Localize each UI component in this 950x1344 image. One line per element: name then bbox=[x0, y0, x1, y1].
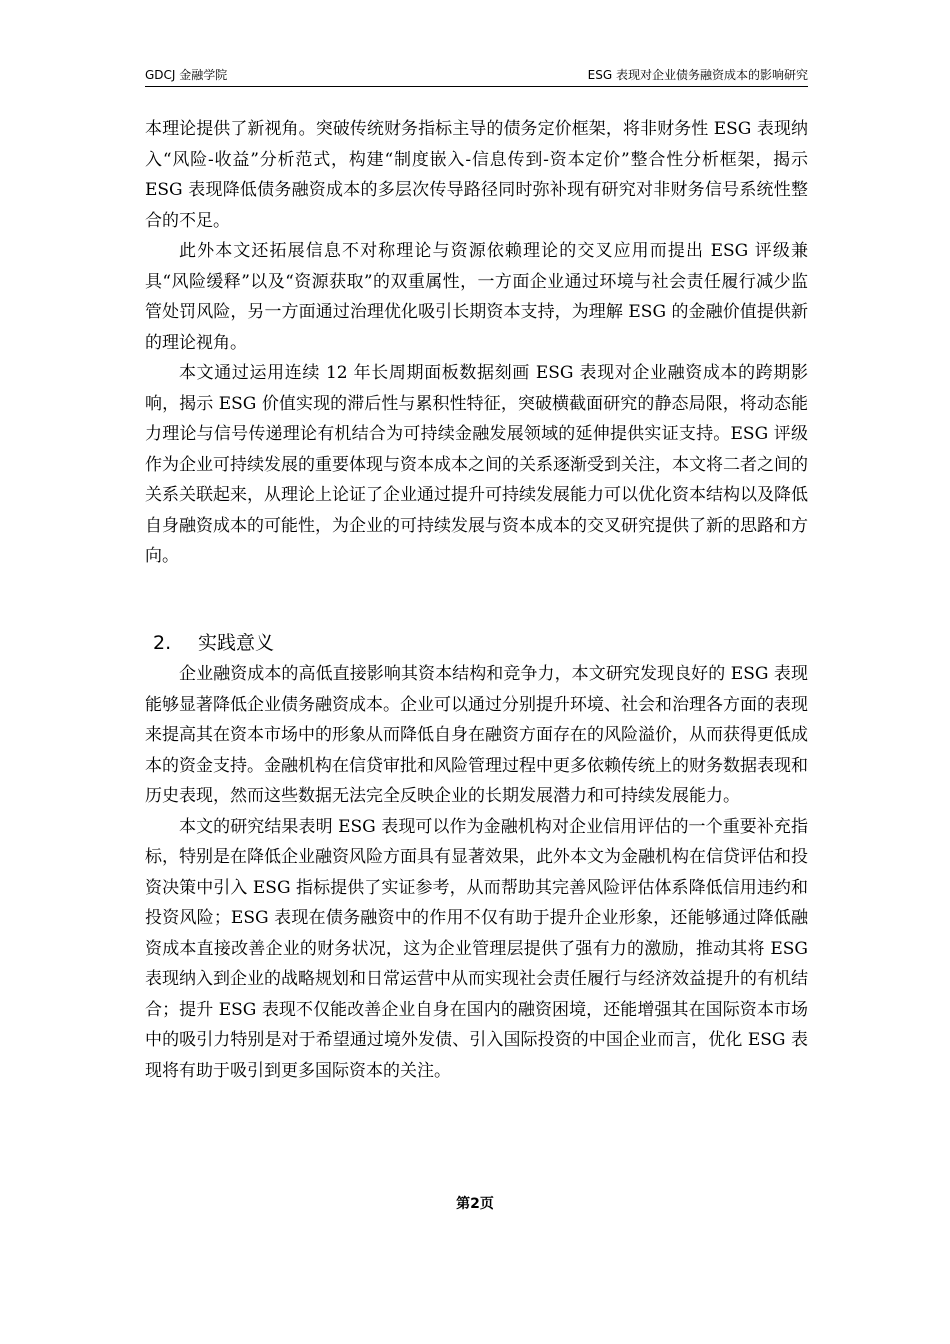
section-number: 2. bbox=[153, 632, 172, 654]
paragraph: 此外本文还拓展信息不对称理论与资源依赖理论的交叉应用而提出 ESG 评级兼具“风险缓释”以及“资源获取”的双重属性，一方面企业通过环境与社会责任履行减少监管处罚风险，另一方面通过治理优化吸引长期资本支持，为理解 ESG 的金融价值提供新的理论视角。 bbox=[145, 241, 808, 353]
section-heading bbox=[153, 630, 274, 656]
paragraph: 企业融资成本的高低直接影响其资本结构和竞争力，本文研究发现良好的 ESG 表现能够显著降低企业债务融资成本。企业可以通过分别提升环境、社会和治理各方面的表现来提高其在资本市场中的形象从而降低自身在融资方面存在的风险溢价，从而获得更低成本的资金支持。金融机构在信贷审批和风险管理过程中更多依赖传统上的财务数据表现和历史表现，然而这些数据无法完全反映企业的长期发展潜力和可持续发展能力。 bbox=[145, 664, 808, 806]
section-title: 实践意义 bbox=[198, 632, 275, 654]
theory-significance-text bbox=[145, 114, 808, 572]
header-institution: GDCJ 金融学院 bbox=[145, 68, 228, 82]
practical-significance-text bbox=[145, 659, 808, 1086]
header-paper-title: ESG 表现对企业债务融资成本的影响研究 bbox=[587, 68, 808, 82]
page-header bbox=[145, 64, 808, 87]
paragraph: 本文通过运用连续 12 年长周期面板数据刻画 ESG 表现对企业融资成本的跨期影响，揭示 ESG 价值实现的滞后性与累积性特征，突破横截面研究的静态局限，将动态能力理论与信号传递理论有机结合为可持续金融发展领域的延伸提供实证支持。ESG 评级作为企业可持续发展的重要体现与资本成本之间的关系逐渐受到关注，本文将二者之间的关系关联起来，从理论上论证了企业通过提升可持续发展能力可以优化资本结构以及降低自身融资成本的可能性，为企业的可持续发展与资本成本的交叉研究提供了新的思路和方向。 bbox=[145, 363, 808, 566]
paragraph: 本文的研究结果表明 ESG 表现可以作为金融机构对企业信用评估的一个重要补充指标，特别是在降低企业融资风险方面具有显著效果，此外本文为金融机构在信贷评估和投资决策中引入 ESG 指标提供了实证参考，从而帮助其完善风险评估体系降低信用违约和投资风险；ESG 表现在债务融资中的作用不仅有助于提升企业形象，还能够通过降低融资成本直接改善企业的财务状况，这为企业管理层提供了强有力的激励，推动其将 ESG 表现纳入到企业的战略规划和日常运营中从而实现社会责任履行与经济效益提升的有机结合；提升 ESG 表现不仅能改善企业自身在国内的融资困境，还能增强其在国际资本市场中的吸引力特别是对于希望通过境外发债、引入国际投资的中国企业而言，优化 ESG 表现将有助于吸引到更多国际资本的关注。 bbox=[145, 816, 808, 1081]
paragraph-continuation: 本理论提供了新视角。突破传统财务指标主导的债务定价框架，将非财务性 ESG 表现纳入“风险-收益”分析范式，构建“制度嵌入-信息传到-资本定价”整合性分析框架，揭示 ESG 表现降低债务融资成本的多层次传导路径同时弥补现有研究对非财务信号系统性整合的不足。 bbox=[145, 119, 808, 231]
page-number: 第2页 bbox=[456, 1196, 494, 1212]
